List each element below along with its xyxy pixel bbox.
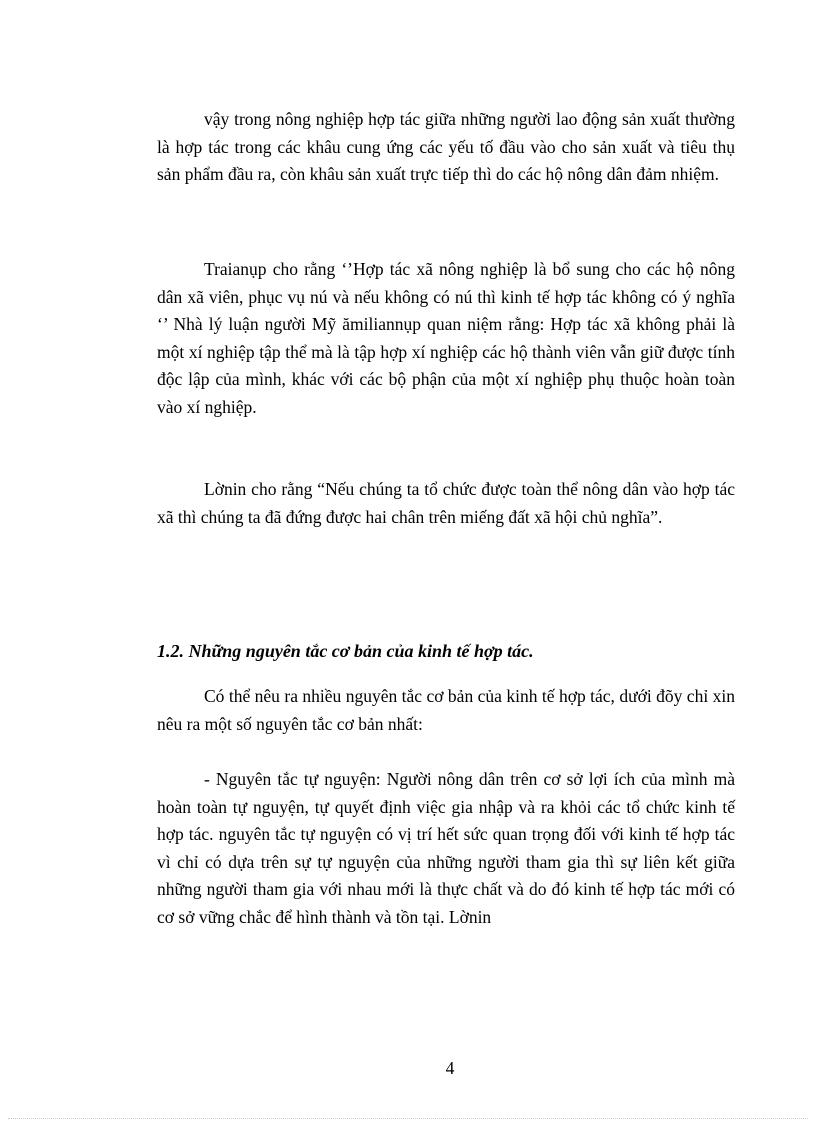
page-number: 4 [445, 1058, 455, 1078]
paragraph-lenin-quote: Lờnin cho rằng “Nếu chúng ta tổ chức được toàn thể nông dân vào hợp tác xã thì chúng ta đã đứng được hai chân trên miếng đất xã hội chủ nghĩa”. [157, 479, 735, 527]
paragraph-voluntary-principle: - Nguyên tắc tự nguyện: Người nông dân trên cơ sở lợi ích của mình mà hoàn toàn tự nguyện, tự quyết định việc gia nhập và ra khỏi các tổ chức kinh tế hợp tác. nguyên tắc tự nguyện có vị trí hết sức quan trọng đối với kinh tế hợp tác vì chỉ có dựa trên sự tự nguyện của những người tham gia thì sự liên kết giữa những người tham gia với nhau mới là thực chất và do đó kinh tế hợp tác mới có cơ sở vững chắc để hình thành và tồn tại. Lờnin [157, 769, 735, 927]
paragraph-traianup-quote: Traianụp cho rằng ‘’Hợp tác xã nông nghiệp là bổ sung cho các hộ nông dân xã viên, phục vụ nú và nếu không có nú thì kinh tế hợp tác không có ý nghĩa ‘’ Nhà lý luận người Mỹ ămiliannụp quan niệm rằng: Hợp tác xã không phải là một xí nghiệp tập thể mà là tập hợp xí nghiệp các hộ thành viên vẫn giữ được tính độc lập của mình, khác với các bộ phận của một xí nghiệp phụ thuộc hoàn toàn vào xí nghiệp. [157, 259, 735, 417]
paragraph-cooperation-in-agriculture: vậy trong nông nghiệp hợp tác giữa những người lao động sản xuất thường là hợp tác trong các khâu cung ứng các yếu tố đầu vào cho sản xuất và tiêu thụ sản phẩm đầu ra, còn khâu sản xuất trực tiếp thì do các hộ nông dân đảm nhiệm. [157, 109, 735, 184]
section-heading: 1.2. Những nguyên tắc cơ bản của kinh tế hợp tác. [157, 641, 534, 661]
page-bottom-divider [8, 1118, 808, 1119]
paragraph-principles-intro: Có thể nêu ra nhiều nguyên tắc cơ bản của kinh tế hợp tác, dưới đõy chỉ xin nêu ra một số nguyên tắc cơ bản nhất: [157, 686, 735, 734]
